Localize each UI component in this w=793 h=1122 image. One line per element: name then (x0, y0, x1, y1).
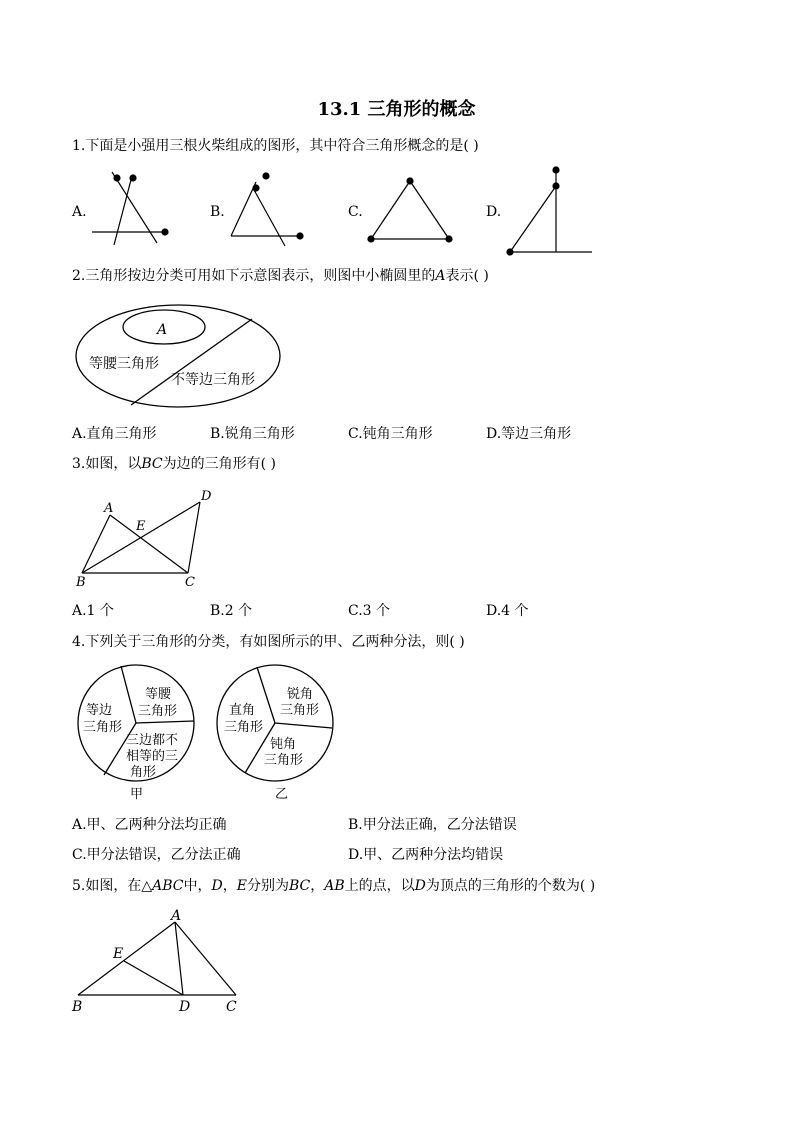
q5-stem-var2: D (211, 878, 223, 894)
q4-left-seg1-line2: 三角形 (83, 720, 123, 735)
q4-left-seg3-line1: 三边都不 (126, 733, 179, 748)
q4-left-caption: 甲 (130, 787, 144, 802)
q3-label-c: C (185, 575, 195, 590)
q3-label-a: A (104, 501, 114, 516)
q4-right-seg3-line1: 钝角 (270, 737, 297, 752)
q3-label-b: B (76, 575, 86, 590)
q5-stem-part5: ， (310, 878, 325, 894)
q4-left-seg2-line2: 三角形 (138, 704, 178, 719)
q3-stem-after: 为边的三角形有( ) (162, 456, 276, 472)
q5-label-c: C (226, 999, 237, 1015)
q2-inner-label: A (157, 322, 168, 338)
q2-option-b: B.锐角三角形 (210, 426, 295, 442)
q4-right-seg1-line1: 直角 (229, 703, 256, 718)
q4-left-seg2-line1: 等腰 (145, 687, 172, 702)
q5-stem-var3: E (236, 878, 247, 894)
q5-label-e: E (113, 946, 124, 962)
q4-option-a: A.甲、乙两种分法均正确 (72, 817, 227, 833)
q3-label-e: E (136, 519, 146, 534)
q4-left-seg3-line3: 角形 (130, 765, 157, 780)
q3-option-a: A.1 个 (72, 603, 114, 619)
q5-stem-var5: AB (324, 878, 345, 894)
q5-stem-var4: BC (288, 878, 311, 894)
q5-label-d: D (179, 999, 191, 1015)
q1-option-c: C. (348, 204, 363, 220)
q5-label-a: A (171, 908, 182, 924)
q4-right-seg1-line2: 三角形 (224, 720, 264, 735)
q3-stem-var: BC (141, 456, 163, 472)
q5-stem-part6: 上的点，以 (344, 878, 415, 894)
q2-stem-before: 2.三角形按边分类可用如下示意图表示，则图中小椭圆里的 (72, 268, 436, 284)
q5-stem-var6: D (414, 878, 426, 894)
q4-option-c: C.甲分法错误，乙分法正确 (72, 847, 241, 863)
q4-right-seg3-line2: 三角形 (264, 753, 304, 768)
q5-stem-var1: ABC (152, 878, 184, 894)
q5-label-b: B (72, 999, 83, 1015)
q3-stem-before: 3.如图，以 (72, 456, 142, 472)
q4-right-seg2-line2: 三角形 (280, 703, 320, 718)
q1-option-a: A. (72, 204, 87, 220)
q3-label-d: D (201, 489, 212, 504)
q4-stem: 4.下列关于三角形的分类，有如图所示的甲、乙两种分法，则( ) (72, 634, 465, 650)
q4-option-d: D.甲、乙两种分法均错误 (348, 847, 504, 863)
q2-left-label: 等腰三角形 (89, 356, 159, 372)
q4-left-seg1-line1: 等边 (86, 703, 113, 718)
q2-option-a: A.直角三角形 (72, 426, 157, 442)
q5-stem-part2: 中， (183, 878, 212, 894)
q2-stem-var: A (435, 268, 446, 284)
q3-option-c: C.3 个 (348, 603, 391, 619)
q4-option-b: B.甲分法正确，乙分法错误 (348, 817, 517, 833)
q5-stem-part4: 分别为 (246, 878, 289, 894)
q5-stem-part1: 5.如图，在△ (72, 878, 153, 894)
q4-right-seg2-line1: 锐角 (287, 687, 314, 702)
q1-option-b: B. (210, 204, 225, 220)
page-title: 13.1 三角形的概念 (317, 99, 476, 120)
q2-right-label: 不等边三角形 (171, 372, 255, 388)
q5-stem-part7: 为顶点的三角形的个数为( ) (425, 878, 596, 894)
q2-option-c: C.钝角三角形 (348, 426, 433, 442)
q2-option-d: D.等边三角形 (486, 426, 572, 442)
q3-option-b: B.2 个 (210, 603, 253, 619)
q4-left-seg3-line2: 相等的三 (126, 749, 179, 764)
q1-option-d: D. (486, 204, 502, 220)
q2-stem-after: 表示( ) (445, 268, 489, 284)
q4-right-caption: 乙 (275, 787, 289, 802)
q5-stem-part3: ， (222, 878, 237, 894)
q3-option-d: D.4 个 (486, 603, 529, 619)
q1-stem: 1.下面是小强用三根火柴组成的图形，其中符合三角形概念的是( ) (72, 138, 479, 154)
